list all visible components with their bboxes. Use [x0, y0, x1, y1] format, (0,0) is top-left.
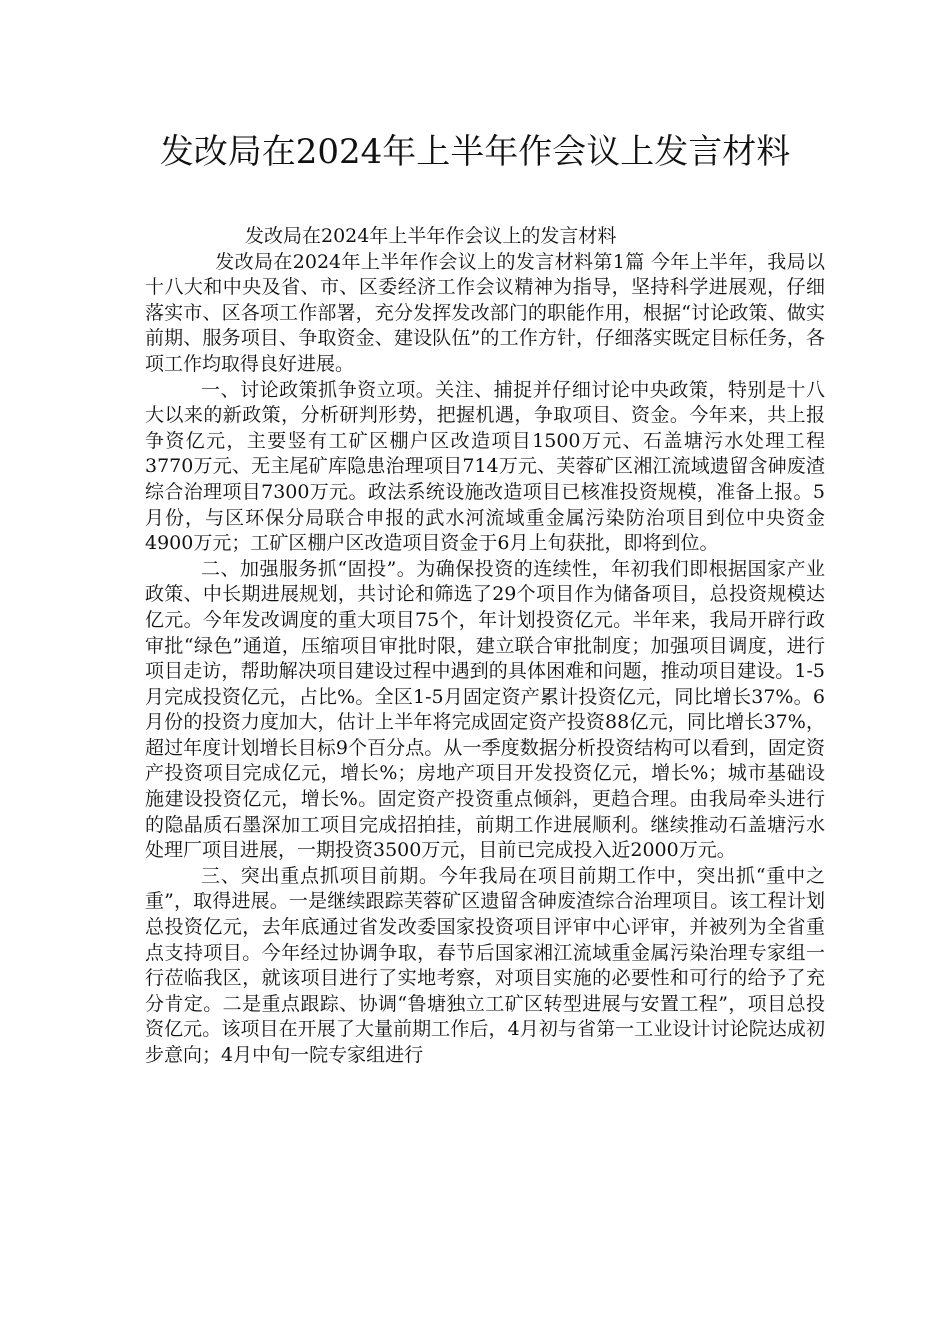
paragraph-intro: 发改局在2024年上半年作会议上的发言材料第1篇 今年上半年，我局以十八大和中央及省、市、区委经济工作会议精神为指导，坚持科学进展观，仔细落实市、区各项工作部署，充分发挥发改部门的职能作用，根据“讨论政策、做实前期、服务项目、争取资金、建设队伍”的工作方针，仔细落实既定目标任务，各项工作均取得良好进展。	[145, 250, 825, 375]
paragraph-section-2: 二、加强服务抓“固投”。为确保投资的连续性，年初我们即根据国家产业政策、中长期进展规划，共讨论和筛选了29个项目作为储备项目，总投资规模达亿元。今年发改调度的重大项目75个，年计划投资亿元。半年来，我局开辟行政审批“绿色”通道，压缩项目审批时限，建立联合审批制度；加强项目调度，进行项目走访，帮助解决项目建设过程中遇到的具体困难和问题，推动项目建设。1-5月完成投资亿元，占比%。全区1-5月固定资产累计投资亿元，同比增长37%。6月份的投资力度加大，估计上半年将完成固定资产投资88亿元，同比增长37%，超过年度计划增长目标9个百分点。从一季度数据分析投资结构可以看到，固定资产投资项目完成亿元，增长%；房地产项目开发投资亿元，增长%；城市基础设施建设投资亿元，增长%。固定资产投资重点倾斜，更趋合理。由我局牵头进行的隐晶质石墨深加工项目完成招拍挂，前期工作进展顺利。继续推动石盖塘污水处理厂项目进展，一期投资3500万元，目前已完成投入近2000万元。	[145, 557, 825, 862]
paragraph-section-3: 三、突出重点抓项目前期。今年我局在项目前期工作中，突出抓“重中之重”，取得进展。一是继续跟踪芙蓉矿区遗留含砷废渣综合治理项目。该工程计划总投资亿元，去年底通过省发改委国家投资项目评审中心评审，并被列为全省重点支持项目。今年经过协调争取，春节后国家湘江流域重金属污染治理专家组一行莅临我区，就该项目进行了实地考察，对项目实施的必要性和可行的给予了充分肯定。二是重点跟踪、协调“鲁塘独立工矿区转型进展与安置工程”，项目总投资亿元。该项目在开展了大量前期工作后，4月初与省第一工业设计讨论院达成初步意向；4月中旬一院专家组进行	[145, 864, 825, 1066]
document-body	[145, 224, 825, 1069]
document-title: 发改局在2024年上半年作会议上发言材料	[159, 132, 791, 172]
paragraph-section-1: 一、讨论政策抓争资立项。关注、捕捉并仔细讨论中央政策，特别是十八大以来的新政策，分析研判形势，把握机遇，争取项目、资金。今年来，共上报争资亿元，主要竖有工矿区棚户区改造项目1500万元、石盖塘污水处理工程3770万元、无主尾矿库隐患治理项目714万元、芙蓉矿区湘江流域遗留含砷废渣综合治理项目7300万元。政法系统设施改造项目已核准投资规模，准备上报。5月份，与区环保分局联合申报的武水河流域重金属污染防治项目到位中央资金4900万元；工矿区棚户区改造项目资金于6月上旬获批，即将到位。	[145, 378, 825, 555]
document-subtitle: 发改局在2024年上半年作会议上的发言材料	[245, 225, 617, 247]
